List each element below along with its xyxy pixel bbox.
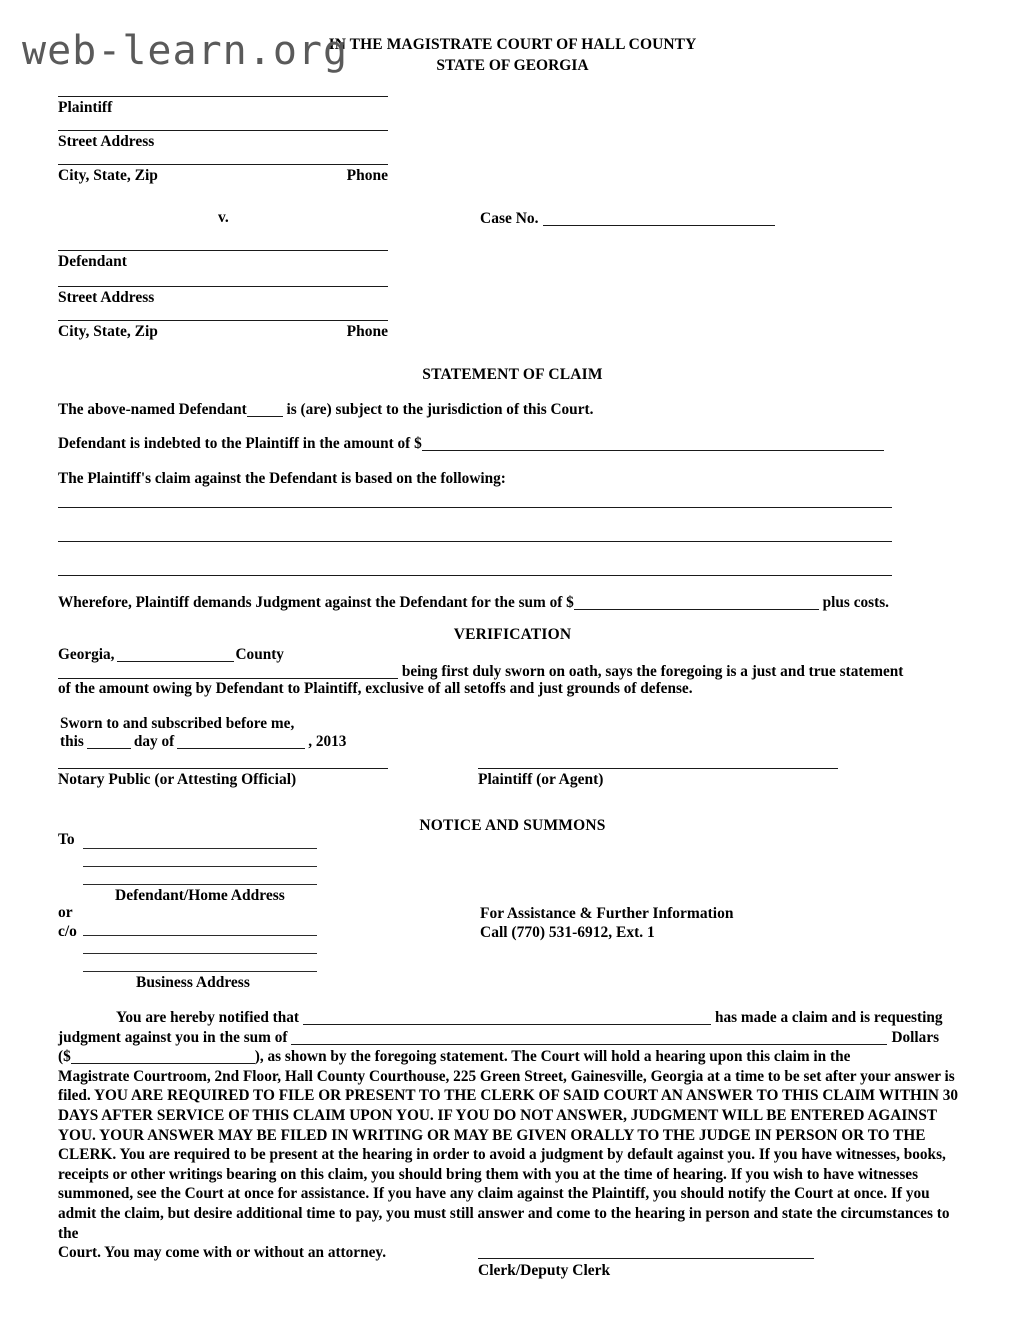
notice-paragraph-line-5: filed. YOU ARE REQUIRED TO FILE OR PRESENT TO THE CLERK OF SAID COURT AN ANSWER TO THIS CLAIM WITHIN 30: [58, 1087, 959, 1105]
business-address-label: Business Address: [136, 974, 250, 991]
notice-text-3a: ($: [58, 1048, 71, 1066]
oath-text: being first duly sworn on oath, says the foregoing is a just and true statement: [401, 663, 904, 680]
plaintiff-street-block: [58, 130, 388, 151]
verification-title: VERIFICATION: [453, 626, 572, 643]
indebted-text: Defendant is indebted to the Plaintiff in the amount of $: [58, 435, 422, 452]
clerk-signature-block: [478, 1258, 814, 1280]
oath-paragraph-line2: of the amount owing by Defendant to Plaintiff, exclusive of all setoffs and just grounds of defense.: [58, 680, 693, 697]
to-label: To: [58, 831, 75, 848]
defendant-city-phone-labels: [58, 321, 388, 341]
home-address-line-1[interactable]: [83, 848, 317, 849]
wherefore-text-pre: Wherefore, Plaintiff demands Judgment against the Defendant for the sum of $: [58, 594, 574, 611]
sworn-this-label: this: [60, 733, 84, 750]
defendant-city-label: City, State, Zip: [58, 323, 158, 340]
notice-text-2b: Dollars: [891, 1028, 940, 1046]
notice-paragraph: [58, 1008, 970, 1263]
claim-line-rule-2: [58, 541, 892, 542]
home-address-rule-3: [83, 884, 317, 885]
claimant-name-field[interactable]: [303, 1011, 711, 1025]
wherefore-amount-field[interactable]: [574, 596, 819, 610]
jurisdiction-blank-field[interactable]: [247, 403, 283, 417]
business-address-rule-2: [83, 953, 317, 954]
business-address-line-2[interactable]: [83, 953, 317, 954]
sworn-day-field[interactable]: [87, 735, 131, 749]
defendant-phone-label: Phone: [346, 323, 388, 340]
plaintiff-signature-label: Plaintiff (or Agent): [478, 771, 604, 788]
notice-text-2a: judgment against you in the sum of: [58, 1028, 288, 1046]
to-label-wrap: [58, 831, 75, 849]
notice-paragraph-line-1: [58, 1008, 970, 1028]
plaintiff-street-label: Street Address: [58, 133, 155, 150]
assistance-line-2: Call (770) 531-6912, Ext. 1: [480, 924, 655, 941]
notice-text-3b: ), as shown by the foregoing statement. The Court will hold a hearing upon this claim in the: [254, 1048, 851, 1066]
jurisdiction-paragraph: [58, 400, 958, 419]
jurisdiction-text-post: is (are) subject to the jurisdiction of this Court.: [286, 401, 594, 418]
plaintiff-city-block: [58, 164, 388, 185]
sworn-line-1: Sworn to and subscribed before me,: [60, 715, 295, 732]
home-address-line-2[interactable]: [83, 866, 317, 867]
plaintiff-signature-block: [478, 768, 838, 789]
county-label: County: [235, 646, 284, 663]
defendant-street-block: [58, 286, 388, 307]
home-address-line-3[interactable]: [83, 884, 317, 885]
affiant-name-field[interactable]: [58, 665, 398, 679]
defendant-label: Defendant: [58, 253, 127, 270]
judgment-amount-field[interactable]: [71, 1050, 255, 1064]
clerk-label: Clerk/Deputy Clerk: [478, 1262, 611, 1279]
assistance-line-1: For Assistance & Further Information: [480, 905, 734, 922]
notary-label: Notary Public (or Attesting Official): [58, 771, 297, 788]
statement-of-claim-title: STATEMENT OF CLAIM: [422, 366, 603, 383]
case-no-label: Case No.: [480, 210, 539, 227]
defendant-city-block: [58, 320, 388, 341]
notice-paragraph-line-12: Court. You may come with or without an attorney.: [58, 1244, 387, 1262]
business-address-rule-1: [83, 935, 317, 936]
notice-and-summons-title: NOTICE AND SUMMONS: [419, 817, 606, 834]
co-label: c/o: [58, 923, 77, 940]
notice-paragraph-line-8: CLERK. You are required to be present at the hearing in order to avoid a judgment by default against you. If you have witnesses, books,: [58, 1146, 946, 1164]
notice-paragraph-line-3: [58, 1047, 970, 1067]
court-header-line2: STATE OF GEORGIA: [436, 57, 589, 74]
home-address-label: Defendant/Home Address: [115, 887, 285, 904]
notice-text-1b: has made a claim and is requesting: [715, 1009, 943, 1026]
versus-label: v.: [218, 209, 229, 226]
defendant-street-label: Street Address: [58, 289, 155, 306]
wherefore-paragraph: [58, 593, 958, 612]
indebted-paragraph: [58, 434, 958, 453]
home-address-rule-2: [83, 866, 317, 867]
plaintiff-city-label: City, State, Zip: [58, 167, 158, 184]
notice-paragraph-line-6: DAYS AFTER SERVICE OF THIS CLAIM UPON YOU. IF YOU DO NOT ANSWER, JUDGMENT WILL BE ENTERED AGAINST: [58, 1106, 938, 1124]
notice-text-1a: You are hereby notified that: [116, 1009, 299, 1026]
claim-blank-line-2[interactable]: [58, 541, 892, 542]
sworn-day-of-label: day of: [133, 733, 175, 750]
sworn-year-label: , 2013: [308, 733, 347, 750]
sworn-month-field[interactable]: [177, 735, 305, 749]
claim-line-rule-1: [58, 507, 892, 508]
wherefore-text-post: plus costs.: [822, 594, 889, 611]
notice-paragraph-line-4: Magistrate Courtroom, 2nd Floor, Hall County Courthouse, 225 Green Street, Gainesville, Georgia at a time to be set after your answer is: [58, 1067, 955, 1085]
plaintiff-caption-block: [58, 96, 388, 117]
court-header-line1: IN THE MAGISTRATE COURT OF HALL COUNTY: [328, 36, 697, 53]
court-header: [0, 34, 1025, 76]
case-no-block: [480, 209, 780, 228]
county-field[interactable]: [117, 648, 234, 662]
or-label: or: [58, 904, 73, 921]
business-address-line-3[interactable]: [83, 971, 317, 972]
defendant-caption-block: [58, 250, 388, 271]
watermark-text: web-learn.org: [22, 28, 349, 74]
indebted-amount-field[interactable]: [422, 437, 884, 451]
claim-basis-paragraph: The Plaintiff's claim against the Defendant is based on the following:: [58, 470, 506, 487]
notary-signature-block: [58, 768, 388, 789]
judgment-words-field[interactable]: [291, 1031, 887, 1045]
jurisdiction-text-pre: The above-named Defendant: [58, 401, 247, 418]
notice-paragraph-line-2: [58, 1028, 970, 1048]
claim-line-rule-3: [58, 575, 892, 576]
business-address-line-1[interactable]: [83, 935, 317, 936]
sworn-line-2: [60, 732, 346, 751]
claim-blank-line-1[interactable]: [58, 507, 892, 508]
business-address-rule-3: [83, 971, 317, 972]
plaintiff-label: Plaintiff: [58, 99, 113, 116]
home-address-rule-1: [83, 848, 317, 849]
plaintiff-phone-label: Phone: [346, 167, 388, 184]
notice-paragraph-line-7: YOU. YOUR ANSWER MAY BE FILED IN WRITING OR MAY BE GIVEN ORALLY TO THE JUDGE IN PERSON OR TO THE: [58, 1126, 926, 1144]
plaintiff-city-phone-labels: [58, 165, 388, 185]
notice-paragraph-line-9: receipts or other writings bearing on this claim, you should bring them with you at the time of hearing. If you wish to have witnesses: [58, 1165, 919, 1183]
notice-paragraph-line-11: admit the claim, but desire additional time to pay, you must still answer and come to the hearing in person and state the circumstances to the: [58, 1204, 950, 1242]
georgia-label: Georgia,: [58, 646, 115, 663]
claim-blank-line-3[interactable]: [58, 575, 892, 576]
case-no-field[interactable]: [543, 212, 775, 226]
notice-paragraph-line-10: summoned, see the Court at once for assistance. If you have any claim against the Plaintiff, you should notify the Court at once. If you: [58, 1185, 930, 1203]
